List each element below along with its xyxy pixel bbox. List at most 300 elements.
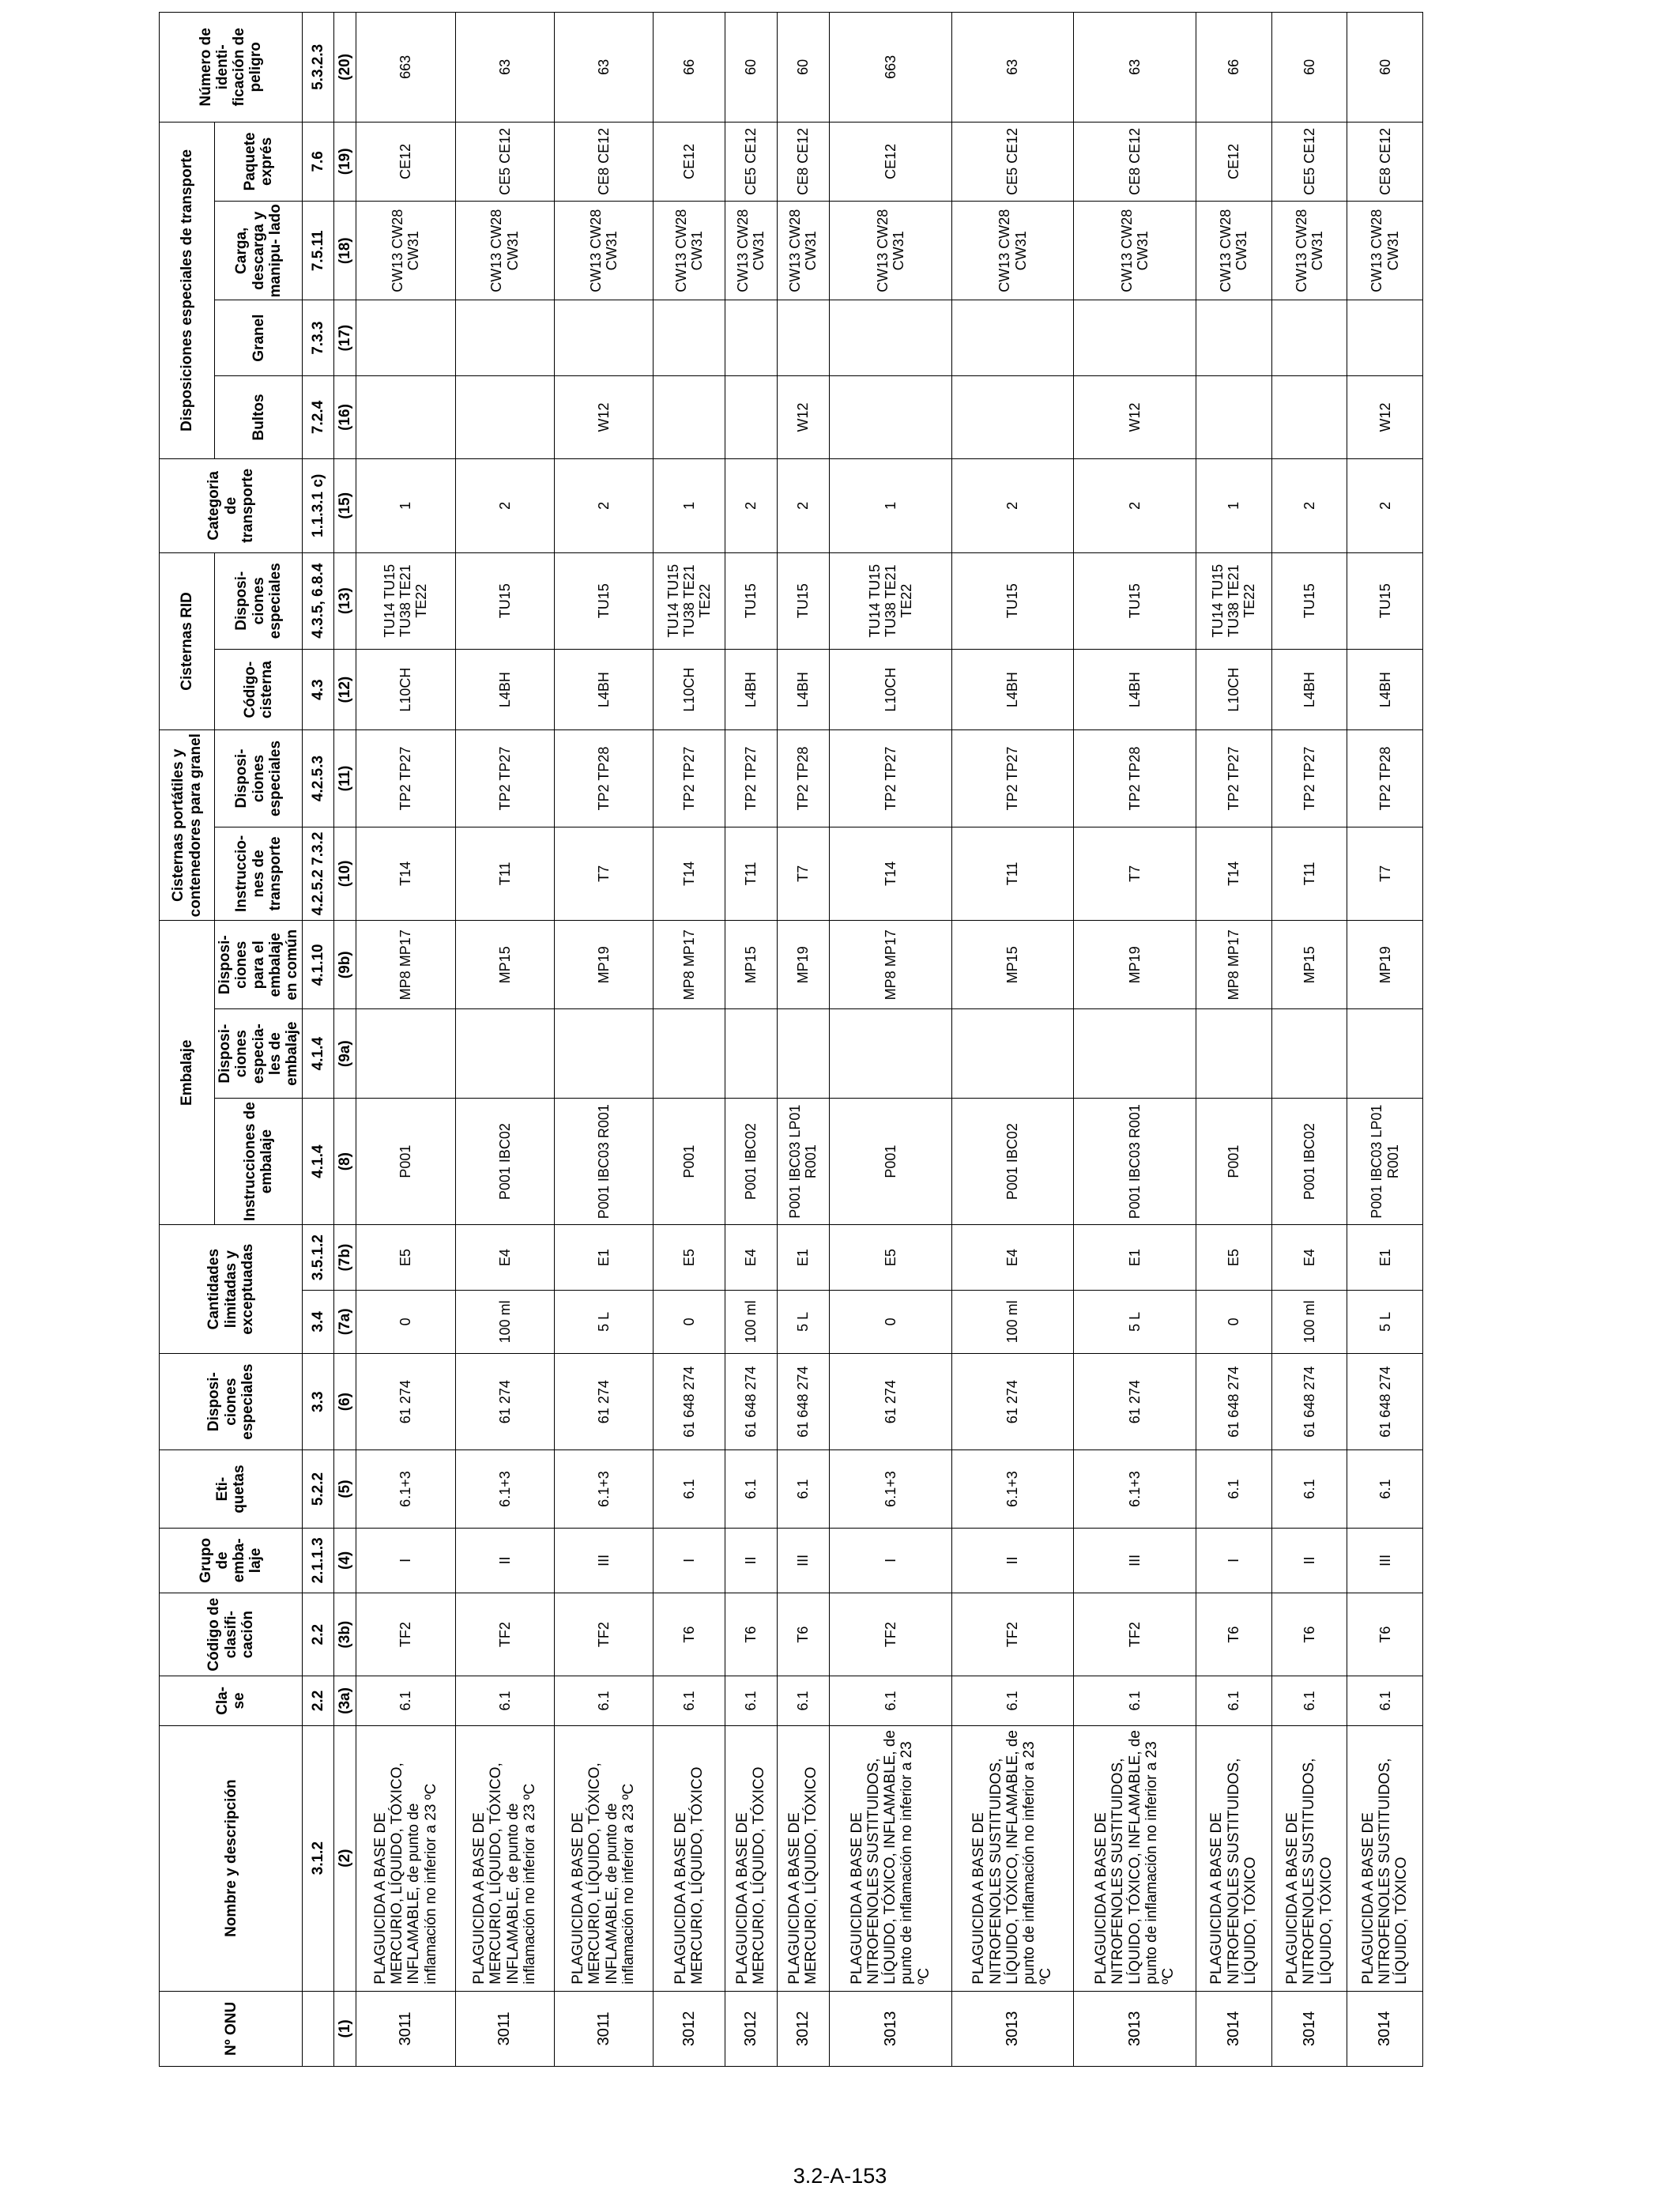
cell-lab: 6.1 xyxy=(777,1450,829,1528)
cell-tsp: TU15 xyxy=(725,552,777,649)
ref-cell: 4.1.4 xyxy=(303,1009,334,1098)
cell-pi: P001 IBC02 xyxy=(455,1098,554,1225)
cell-name: PLAGUICIDA A BASE DE NITROFENOLES SUSTITUIDOS, LÍQUIDO, TÓXICO, INFLAMABLE, de punto de inflamación no inferior a 23 ºC xyxy=(1074,1725,1196,1991)
cell-cw: CW13 CW28 CW31 xyxy=(1271,202,1347,300)
ref-cell: 4.3.5, 6.8.4 xyxy=(303,552,334,649)
cell-pkg: W12 xyxy=(1347,375,1423,458)
cell-pi: P001 IBC03 LP01 R001 xyxy=(1347,1098,1423,1225)
cell-cat: 2 xyxy=(1347,459,1423,552)
colno-cell: (9b) xyxy=(334,921,356,1009)
cell-name: PLAGUICIDA A BASE DE NITROFENOLES SUSTITUIDOS, LÍQUIDO, TÓXICO xyxy=(1271,1725,1347,1991)
cell-hin: 66 xyxy=(1196,13,1272,123)
cell-tc: L4BH xyxy=(1347,649,1423,729)
cell-ce: CE5 CE12 xyxy=(725,122,777,201)
hdr-class: Cla- se xyxy=(160,1676,303,1725)
column-number-row xyxy=(334,13,356,2067)
cell-un: 3014 xyxy=(1347,1991,1423,2066)
colno-cell: (10) xyxy=(334,827,356,920)
hdr-tank-special: Disposi- ciones especiales xyxy=(215,552,303,649)
cell-code: TF2 xyxy=(951,1593,1074,1676)
cell-tc: L4BH xyxy=(951,649,1074,729)
cell-un: 3011 xyxy=(554,1991,653,2066)
cell-pkg xyxy=(1196,375,1272,458)
cell-tsp: TU15 xyxy=(455,552,554,649)
cell-un: 3012 xyxy=(653,1991,725,2066)
cell-lq: 0 xyxy=(1196,1290,1272,1353)
cell-cw: CW13 CW28 CW31 xyxy=(455,202,554,300)
colno-cell: (20) xyxy=(334,13,356,123)
cell-cw: CW13 CW28 CW31 xyxy=(777,202,829,300)
cell-mp: MP19 xyxy=(1347,921,1423,1009)
cell-hin: 60 xyxy=(725,13,777,123)
cell-cls: 6.1 xyxy=(829,1676,951,1725)
cell-sp: 61 274 xyxy=(1074,1353,1196,1449)
cell-ce: CE5 CE12 xyxy=(951,122,1074,201)
ref-cell xyxy=(303,1991,334,2066)
table-row xyxy=(829,13,951,2067)
cell-pi: P001 IBC03 LP01 R001 xyxy=(777,1098,829,1225)
hdr-express: Paquete exprés xyxy=(215,122,303,201)
table-row xyxy=(777,13,829,2067)
cell-ptsp: TP2 TP27 xyxy=(653,730,725,827)
colno-cell: (1) xyxy=(334,1991,356,2066)
cell-lab: 6.1+3 xyxy=(829,1450,951,1528)
cell-tsp: TU14 TU15 TU38 TE21 TE22 xyxy=(356,552,455,649)
cell-pi: P001 IBC02 xyxy=(725,1098,777,1225)
cell-name: PLAGUICIDA A BASE DE MERCURIO, LÍQUIDO, TÓXICO, INFLAMABLE, de punto de inflamación no inferior a 23 ºC xyxy=(455,1725,554,1991)
cell-lab: 6.1 xyxy=(1271,1450,1347,1528)
cell-pkg: W12 xyxy=(1074,375,1196,458)
cell-spp xyxy=(777,1009,829,1098)
hdr-rid-tanks: Cisternas RID xyxy=(160,552,215,730)
table-row xyxy=(653,13,725,2067)
cell-pi: P001 xyxy=(829,1098,951,1225)
cell-pg: II xyxy=(455,1528,554,1593)
cell-hin: 60 xyxy=(777,13,829,123)
cell-eq: E4 xyxy=(1271,1225,1347,1290)
cell-blk xyxy=(951,300,1074,375)
colno-cell: (4) xyxy=(334,1528,356,1593)
cell-un: 3013 xyxy=(829,1991,951,2066)
cell-cw: CW13 CW28 CW31 xyxy=(653,202,725,300)
colno-cell: (13) xyxy=(334,552,356,649)
cell-cw: CW13 CW28 CW31 xyxy=(554,202,653,300)
cell-lq: 5 L xyxy=(1074,1290,1196,1353)
cell-cat: 2 xyxy=(777,459,829,552)
cell-pti: T7 xyxy=(777,827,829,920)
cell-code: TF2 xyxy=(455,1593,554,1676)
hdr-packages: Bultos xyxy=(215,375,303,458)
cell-pti: T7 xyxy=(1347,827,1423,920)
cell-pti: T7 xyxy=(554,827,653,920)
cell-mp: MP19 xyxy=(777,921,829,1009)
cell-sp: 61 648 274 xyxy=(1271,1353,1347,1449)
cell-sp: 61 274 xyxy=(951,1353,1074,1449)
ref-cell: 3.5.1.2 xyxy=(303,1225,334,1290)
cell-blk xyxy=(356,300,455,375)
cell-ce: CE12 xyxy=(1196,122,1272,201)
cell-cw: CW13 CW28 CW31 xyxy=(951,202,1074,300)
cell-name: PLAGUICIDA A BASE DE MERCURIO, LÍQUIDO, TÓXICO xyxy=(653,1725,725,1991)
cell-pkg xyxy=(356,375,455,458)
ref-cell: 7.6 xyxy=(303,122,334,201)
cell-mp: MP15 xyxy=(1271,921,1347,1009)
colno-cell: (11) xyxy=(334,730,356,827)
cell-pti: T11 xyxy=(951,827,1074,920)
cell-tsp: TU14 TU15 TU38 TE21 TE22 xyxy=(829,552,951,649)
cell-tc: L10CH xyxy=(653,649,725,729)
cell-pti: T11 xyxy=(455,827,554,920)
cell-cat: 2 xyxy=(554,459,653,552)
cell-ptsp: TP2 TP28 xyxy=(777,730,829,827)
cell-pg: III xyxy=(1347,1528,1423,1593)
cell-pkg: W12 xyxy=(554,375,653,458)
cell-lab: 6.1+3 xyxy=(455,1450,554,1528)
cell-code: TF2 xyxy=(356,1593,455,1676)
table-row xyxy=(1074,13,1196,2067)
cell-tc: L4BH xyxy=(1074,649,1196,729)
cell-pg: I xyxy=(356,1528,455,1593)
cell-blk xyxy=(1271,300,1347,375)
hdr-un-number: Nº ONU xyxy=(160,1991,303,2066)
cell-name: PLAGUICIDA A BASE DE MERCURIO, LÍQUIDO, TÓXICO, INFLAMABLE, de punto de inflamación no inferior a 23 ºC xyxy=(554,1725,653,1991)
cell-pi: P001 IBC03 R001 xyxy=(1074,1098,1196,1225)
cell-spp xyxy=(356,1009,455,1098)
cell-pi: P001 IBC03 R001 xyxy=(554,1098,653,1225)
rotated-page xyxy=(159,12,1423,2067)
cell-pkg: W12 xyxy=(777,375,829,458)
cell-pkg xyxy=(829,375,951,458)
cell-ce: CE12 xyxy=(356,122,455,201)
hdr-transport-category: Categoria de transporte xyxy=(160,459,303,552)
cell-lab: 6.1+3 xyxy=(356,1450,455,1528)
hdr-special-transport: Disposiciones especiales de transporte xyxy=(160,122,215,458)
cell-tsp: TU14 TU15 TU38 TE21 TE22 xyxy=(653,552,725,649)
cell-tsp: TU15 xyxy=(777,552,829,649)
cell-pi: P001 xyxy=(653,1098,725,1225)
cell-blk xyxy=(829,300,951,375)
cell-lq: 5 L xyxy=(777,1290,829,1353)
cell-hin: 63 xyxy=(455,13,554,123)
ref-cell: 4.2.5.2 7.3.2 xyxy=(303,827,334,920)
cell-pg: II xyxy=(1271,1528,1347,1593)
cell-hin: 63 xyxy=(951,13,1074,123)
cell-lq: 100 ml xyxy=(1271,1290,1347,1353)
hdr-name: Nombre y descripción xyxy=(160,1725,303,1991)
cell-code: T6 xyxy=(777,1593,829,1676)
cell-tc: L4BH xyxy=(1271,649,1347,729)
cell-eq: E5 xyxy=(653,1225,725,1290)
cell-ptsp: TP2 TP28 xyxy=(554,730,653,827)
cell-blk xyxy=(777,300,829,375)
cell-name: PLAGUICIDA A BASE DE NITROFENOLES SUSTITUIDOS, LÍQUIDO, TÓXICO xyxy=(1347,1725,1423,1991)
cell-lq: 0 xyxy=(356,1290,455,1353)
cell-un: 3013 xyxy=(951,1991,1074,2066)
cell-ptsp: TP2 TP27 xyxy=(455,730,554,827)
cell-eq: E4 xyxy=(725,1225,777,1290)
cell-blk xyxy=(653,300,725,375)
cell-blk xyxy=(1347,300,1423,375)
cell-ptsp: TP2 TP27 xyxy=(951,730,1074,827)
colno-cell: (16) xyxy=(334,375,356,458)
cell-spp xyxy=(951,1009,1074,1098)
cell-cls: 6.1 xyxy=(1347,1676,1423,1725)
cell-eq: E5 xyxy=(829,1225,951,1290)
cell-code: T6 xyxy=(653,1593,725,1676)
cell-un: 3011 xyxy=(455,1991,554,2066)
cell-spp xyxy=(554,1009,653,1098)
cell-lab: 6.1+3 xyxy=(554,1450,653,1528)
cell-tc: L4BH xyxy=(725,649,777,729)
cell-cw: CW13 CW28 CW31 xyxy=(356,202,455,300)
colno-cell: (15) xyxy=(334,459,356,552)
cell-lq: 5 L xyxy=(1347,1290,1423,1353)
cell-mp: MP19 xyxy=(1074,921,1196,1009)
cell-name: PLAGUICIDA A BASE DE NITROFENOLES SUSTITUIDOS, LÍQUIDO, TÓXICO xyxy=(1196,1725,1272,1991)
cell-cw: CW13 CW28 CW31 xyxy=(1196,202,1272,300)
colno-cell: (3b) xyxy=(334,1593,356,1676)
cell-code: T6 xyxy=(1196,1593,1272,1676)
cell-lq: 5 L xyxy=(554,1290,653,1353)
cell-code: TF2 xyxy=(1074,1593,1196,1676)
cell-ptsp: TP2 TP27 xyxy=(356,730,455,827)
cell-tsp: TU15 xyxy=(951,552,1074,649)
cell-un: 3012 xyxy=(725,1991,777,2066)
ref-cell: 4.3 xyxy=(303,649,334,729)
cell-ce: CE8 CE12 xyxy=(1347,122,1423,201)
colno-cell: (3a) xyxy=(334,1676,356,1725)
cell-sp: 61 648 274 xyxy=(777,1353,829,1449)
cell-pi: P001 xyxy=(1196,1098,1272,1225)
cell-un: 3012 xyxy=(777,1991,829,2066)
cell-pg: III xyxy=(1074,1528,1196,1593)
hdr-loading: Carga, descarga y manipu- lado xyxy=(215,202,303,300)
cell-tc: L10CH xyxy=(1196,649,1272,729)
hdr-class-code: Código de clasifi- cación xyxy=(160,1593,303,1676)
cell-hin: 663 xyxy=(356,13,455,123)
colno-cell: (7a) xyxy=(334,1290,356,1353)
ref-cell: 3.1.2 xyxy=(303,1725,334,1991)
cell-lab: 6.1 xyxy=(1196,1450,1272,1528)
cell-spp xyxy=(725,1009,777,1098)
cell-cls: 6.1 xyxy=(356,1676,455,1725)
cell-mp: MP15 xyxy=(951,921,1074,1009)
ref-cell: 4.1.10 xyxy=(303,921,334,1009)
cell-ce: CE5 CE12 xyxy=(1271,122,1347,201)
cell-mp: MP8 MP17 xyxy=(1196,921,1272,1009)
ref-cell: 3.4 xyxy=(303,1290,334,1353)
cell-lq: 100 ml xyxy=(725,1290,777,1353)
cell-blk xyxy=(1074,300,1196,375)
hdr-labels: Eti- quetas xyxy=(160,1450,303,1528)
cell-cat: 2 xyxy=(951,459,1074,552)
cell-lab: 6.1 xyxy=(725,1450,777,1528)
cell-cat: 1 xyxy=(653,459,725,552)
cell-pkg xyxy=(725,375,777,458)
cell-sp: 61 648 274 xyxy=(1347,1353,1423,1449)
cell-cls: 6.1 xyxy=(1271,1676,1347,1725)
cell-lq: 0 xyxy=(653,1290,725,1353)
cell-lq: 0 xyxy=(829,1290,951,1353)
cell-hin: 663 xyxy=(829,13,951,123)
cell-un: 3014 xyxy=(1196,1991,1272,2066)
cell-pg: II xyxy=(725,1528,777,1593)
cell-pti: T14 xyxy=(829,827,951,920)
cell-ce: CE12 xyxy=(653,122,725,201)
cell-pkg xyxy=(653,375,725,458)
cell-tc: L4BH xyxy=(777,649,829,729)
table-row xyxy=(725,13,777,2067)
cell-ptsp: TP2 TP28 xyxy=(1074,730,1196,827)
page-number: 3.2-A-153 xyxy=(793,2164,887,2188)
cell-eq: E4 xyxy=(455,1225,554,1290)
ref-cell: 7.5.11 xyxy=(303,202,334,300)
cell-blk xyxy=(554,300,653,375)
table-row xyxy=(1347,13,1423,2067)
cell-sp: 61 648 274 xyxy=(653,1353,725,1449)
cell-pti: T14 xyxy=(653,827,725,920)
cell-cat: 1 xyxy=(1196,459,1272,552)
cell-spp xyxy=(1196,1009,1272,1098)
cell-tc: L10CH xyxy=(356,649,455,729)
cell-cls: 6.1 xyxy=(1196,1676,1272,1725)
cell-sp: 61 648 274 xyxy=(725,1353,777,1449)
hdr-bulk: Granel xyxy=(215,300,303,375)
cell-cat: 2 xyxy=(1074,459,1196,552)
cell-code: T6 xyxy=(1347,1593,1423,1676)
colno-cell: (9a) xyxy=(334,1009,356,1098)
cell-tsp: TU15 xyxy=(1074,552,1196,649)
cell-eq: E5 xyxy=(356,1225,455,1290)
cell-pg: I xyxy=(1196,1528,1272,1593)
hdr-portable-special: Disposi- ciones especiales xyxy=(215,730,303,827)
cell-cls: 6.1 xyxy=(951,1676,1074,1725)
cell-cat: 1 xyxy=(356,459,455,552)
hdr-portable-instructions: Instruccio- nes de transporte xyxy=(215,827,303,920)
cell-spp xyxy=(1074,1009,1196,1098)
cell-hin: 66 xyxy=(653,13,725,123)
cell-pi: P001 IBC02 xyxy=(1271,1098,1347,1225)
cell-pg: I xyxy=(653,1528,725,1593)
cell-cls: 6.1 xyxy=(777,1676,829,1725)
cell-tsp: TU15 xyxy=(554,552,653,649)
cell-un: 3013 xyxy=(1074,1991,1196,2066)
table-row xyxy=(554,13,653,2067)
cell-cls: 6.1 xyxy=(653,1676,725,1725)
cell-ce: CE8 CE12 xyxy=(554,122,653,201)
cell-pti: T14 xyxy=(356,827,455,920)
ref-cell: 2.1.1.3 xyxy=(303,1528,334,1593)
ref-cell: 1.1.3.1 c) xyxy=(303,459,334,552)
cell-un: 3014 xyxy=(1271,1991,1347,2066)
cell-sp: 61 274 xyxy=(356,1353,455,1449)
hdr-portable-tanks: Cisternas portátiles y contenedores para granel xyxy=(160,730,215,921)
cell-code: T6 xyxy=(1271,1593,1347,1676)
cell-ptsp: TP2 TP28 xyxy=(1347,730,1423,827)
cell-mp: MP8 MP17 xyxy=(653,921,725,1009)
cell-pg: II xyxy=(951,1528,1074,1593)
cell-pti: T11 xyxy=(1271,827,1347,920)
cell-lab: 6.1 xyxy=(653,1450,725,1528)
cell-ptsp: TP2 TP27 xyxy=(725,730,777,827)
cell-hin: 63 xyxy=(1074,13,1196,123)
cell-spp xyxy=(653,1009,725,1098)
cell-eq: E1 xyxy=(554,1225,653,1290)
cell-mp: MP15 xyxy=(455,921,554,1009)
table-row xyxy=(1196,13,1272,2067)
cell-name: PLAGUICIDA A BASE DE NITROFENOLES SUSTITUIDOS, LÍQUIDO, TÓXICO, INFLAMABLE, de punto de inflamación no inferior a 23 ºC xyxy=(951,1725,1074,1991)
ref-cell: 4.1.4 xyxy=(303,1098,334,1225)
cell-ptsp: TP2 TP27 xyxy=(1271,730,1347,827)
ref-cell: 4.2.5.3 xyxy=(303,730,334,827)
cell-code: TF2 xyxy=(554,1593,653,1676)
cell-un: 3011 xyxy=(356,1991,455,2066)
table-row xyxy=(1271,13,1347,2067)
cell-tc: L4BH xyxy=(455,649,554,729)
cell-mp: MP19 xyxy=(554,921,653,1009)
cell-name: PLAGUICIDA A BASE DE MERCURIO, LÍQUIDO, TÓXICO, INFLAMABLE, de punto de inflamación no inferior a 23 ºC xyxy=(356,1725,455,1991)
cell-code: T6 xyxy=(725,1593,777,1676)
cell-eq: E4 xyxy=(951,1225,1074,1290)
cell-cat: 2 xyxy=(1271,459,1347,552)
cell-pti: T14 xyxy=(1196,827,1272,920)
ref-cell: 5.3.2.3 xyxy=(303,13,334,123)
cell-ce: CE8 CE12 xyxy=(1074,122,1196,201)
cell-hin: 60 xyxy=(1271,13,1347,123)
table-row xyxy=(951,13,1074,2067)
dangerous-goods-table xyxy=(159,12,1423,2067)
cell-eq: E1 xyxy=(1347,1225,1423,1290)
cell-lab: 6.1+3 xyxy=(951,1450,1074,1528)
cell-pg: III xyxy=(777,1528,829,1593)
cell-cat: 2 xyxy=(725,459,777,552)
ref-cell: 7.3.3 xyxy=(303,300,334,375)
cell-eq: E1 xyxy=(777,1225,829,1290)
cell-mp: MP8 MP17 xyxy=(829,921,951,1009)
cell-ptsp: TP2 TP27 xyxy=(1196,730,1272,827)
cell-ce: CE8 CE12 xyxy=(777,122,829,201)
ref-cell: 7.2.4 xyxy=(303,375,334,458)
ref-cell: 2.2 xyxy=(303,1676,334,1725)
colno-cell: (18) xyxy=(334,202,356,300)
cell-mp: MP15 xyxy=(725,921,777,1009)
cell-tc: L4BH xyxy=(554,649,653,729)
cell-pkg xyxy=(951,375,1074,458)
hdr-packing-instructions: Instrucciones de embalaje xyxy=(215,1098,303,1225)
cell-ptsp: TP2 TP27 xyxy=(829,730,951,827)
cell-lq: 100 ml xyxy=(951,1290,1074,1353)
cell-sp: 61 274 xyxy=(829,1353,951,1449)
ref-cell: 3.3 xyxy=(303,1353,334,1449)
cell-eq: E5 xyxy=(1196,1225,1272,1290)
cell-name: PLAGUICIDA A BASE DE MERCURIO, LÍQUIDO, TÓXICO xyxy=(725,1725,777,1991)
cell-cls: 6.1 xyxy=(554,1676,653,1725)
cell-pi: P001 IBC02 xyxy=(951,1098,1074,1225)
cell-code: TF2 xyxy=(829,1593,951,1676)
cell-cls: 6.1 xyxy=(1074,1676,1196,1725)
reference-row xyxy=(303,13,334,2067)
colno-cell: (2) xyxy=(334,1725,356,1991)
cell-cw: CW13 CW28 CW31 xyxy=(1347,202,1423,300)
hdr-packaging: Embalaje xyxy=(160,921,215,1225)
colno-cell: (8) xyxy=(334,1098,356,1225)
cell-pti: T11 xyxy=(725,827,777,920)
table-body xyxy=(356,13,1423,2067)
cell-pkg xyxy=(455,375,554,458)
cell-cat: 1 xyxy=(829,459,951,552)
cell-hin: 60 xyxy=(1347,13,1423,123)
cell-cat: 2 xyxy=(455,459,554,552)
